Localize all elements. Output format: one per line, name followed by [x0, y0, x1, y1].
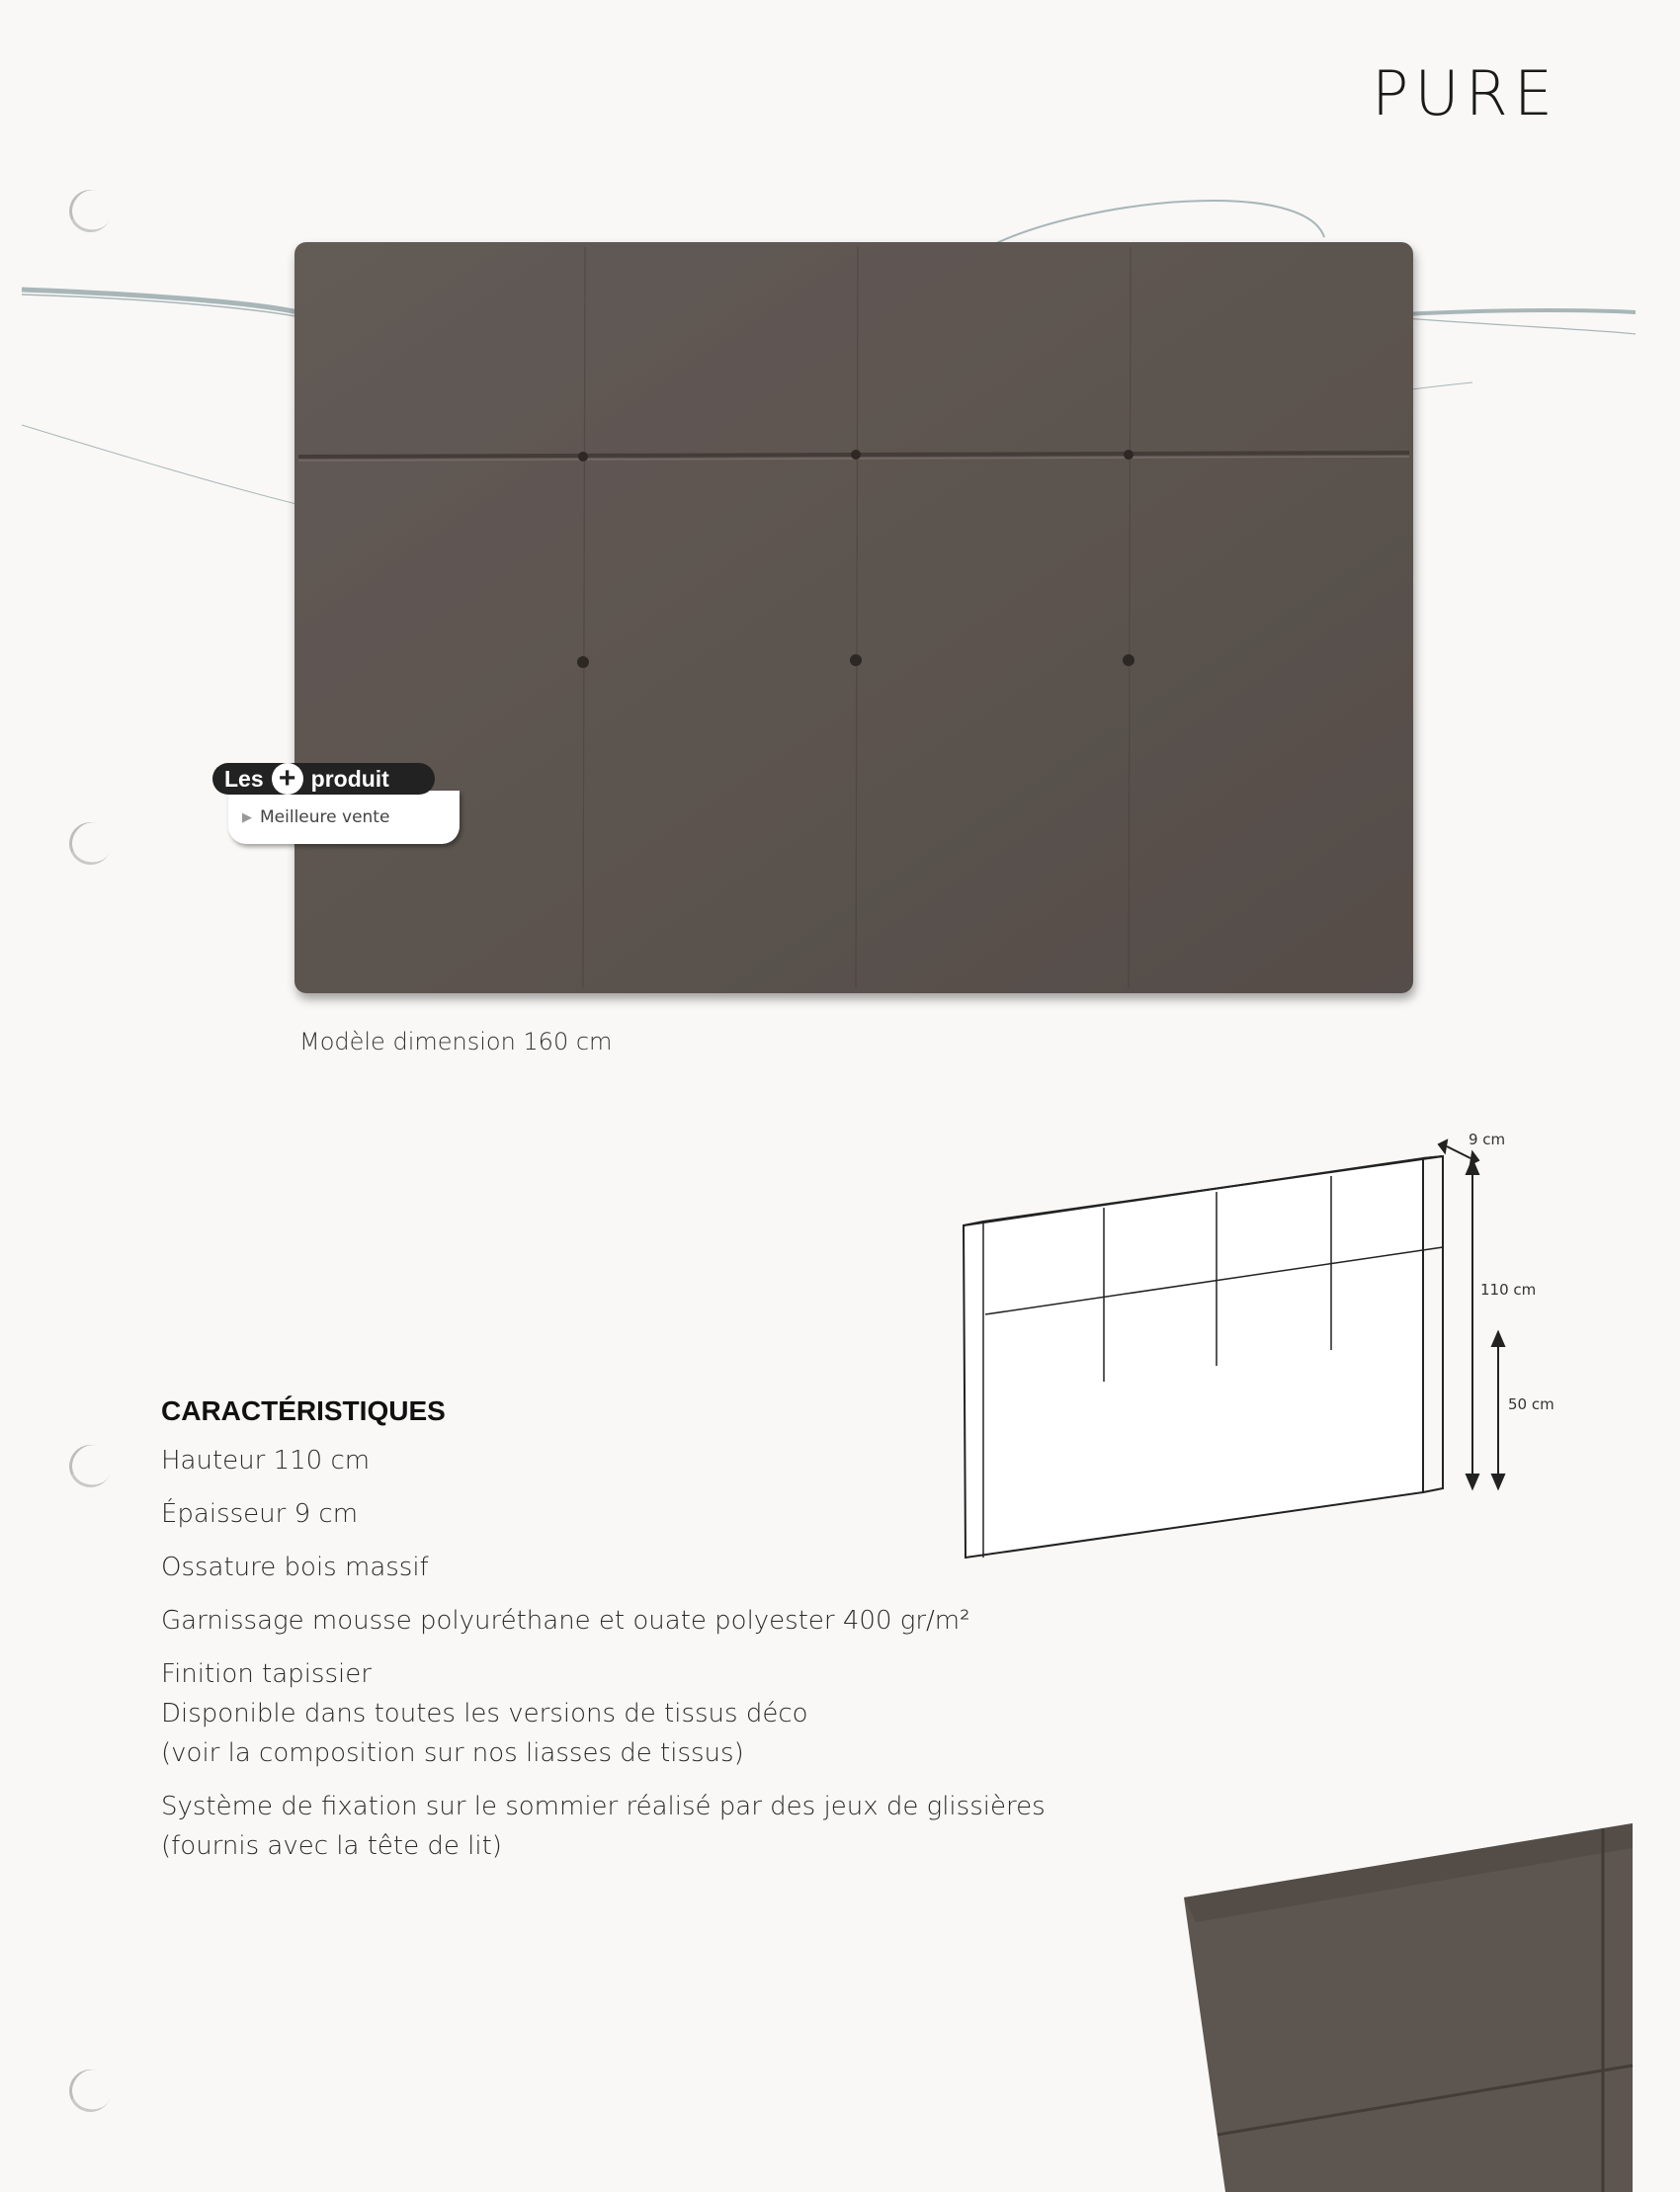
photo-caption: Modèle dimension 160 cm: [299, 1028, 613, 1055]
plus-icon: +: [272, 763, 303, 795]
badge-header: [212, 763, 435, 795]
height-label: 110 cm: [1480, 1281, 1537, 1299]
spec-item: Épaisseur 9 cm: [161, 1499, 359, 1529]
page-title: PURE: [1371, 57, 1558, 129]
dimension-arrows: [1439, 1140, 1504, 1488]
corner-headboard-photo: [1184, 1823, 1633, 2192]
leg-label: 50 cm: [1508, 1395, 1554, 1413]
triangle-bullet-icon: ▶: [242, 809, 252, 825]
spec-item: Système de fixation sur le sommier réalisé par des jeux de glissières (fournis avec la tête de lit): [161, 1792, 1046, 1861]
product-badge: [212, 763, 460, 844]
badge-suffix: produit: [310, 765, 389, 792]
headboard-photo: [294, 242, 1413, 993]
spec-item: Garnissage mousse polyuréthane et ouate polyester 400 gr/m²: [161, 1606, 970, 1636]
spec-item: Hauteur 110 cm: [161, 1446, 371, 1475]
badge-prefix: Les: [224, 765, 264, 792]
badge-feature: Meilleure vente: [260, 807, 390, 827]
spec-item: Finition tapissier Disponible dans toutes les versions de tissus déco (voir la composition sur nos liasses de tissus): [161, 1659, 808, 1768]
depth-label: 9 cm: [1469, 1131, 1506, 1148]
spec-item: Ossature bois massif: [161, 1553, 429, 1582]
specs-list: [161, 1441, 1149, 1880]
badge-feature-box: [228, 791, 460, 844]
specs-heading: CARACTÉRISTIQUES: [161, 1395, 446, 1426]
